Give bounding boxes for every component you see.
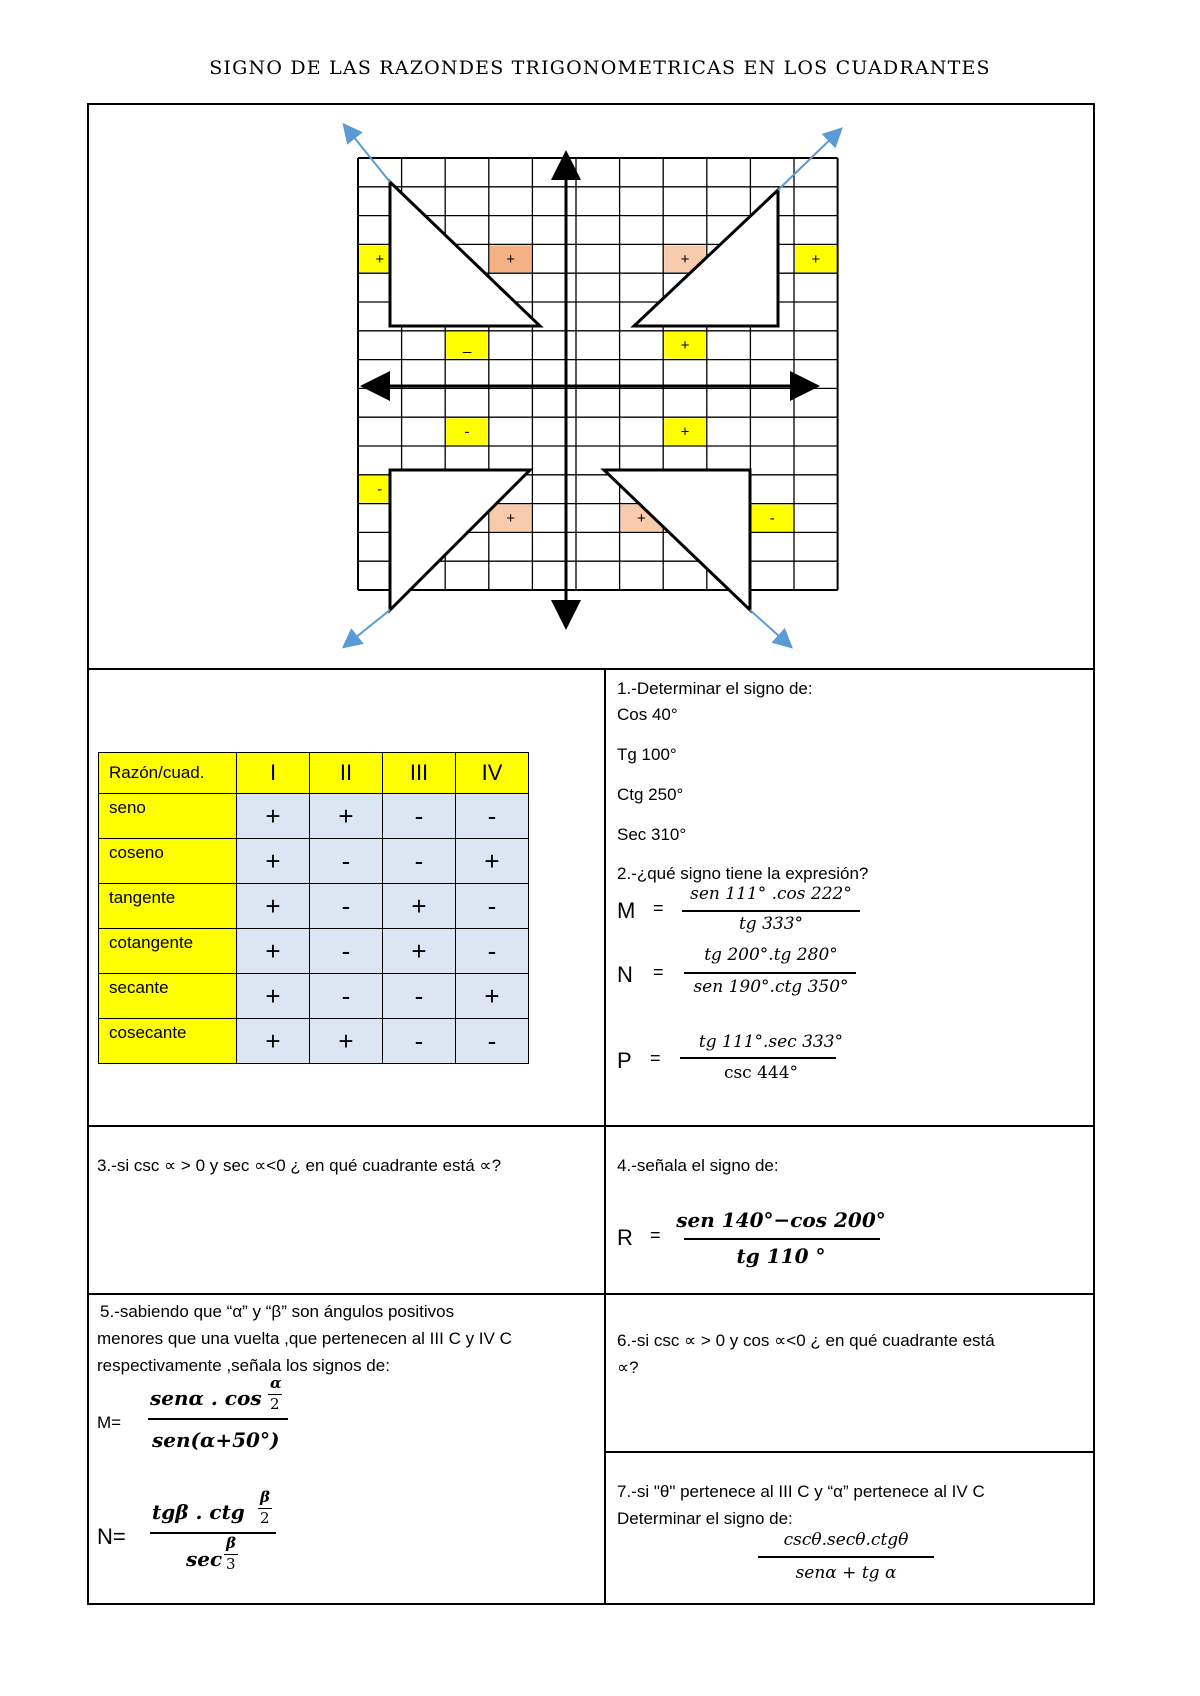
q5-n-den-frac-top: β <box>226 1534 236 1552</box>
sign-cell-label: + <box>506 250 515 268</box>
page-title: SIGNO DE LAS RAZONDES TRIGONOMETRICAS EN LOS CUADRANTES <box>209 57 991 79</box>
sign-cell-label: + <box>811 250 821 268</box>
sign-cell: - <box>383 974 456 1019</box>
sign-cell-label: + <box>506 510 515 527</box>
q7-numerator: cscθ.secθ.ctgθ <box>783 1530 909 1550</box>
table-row <box>99 794 529 839</box>
row-name: cotangente <box>99 929 237 974</box>
sign-cell: - <box>383 839 456 884</box>
q2-n-numerator: tg 200°.tg 280° <box>704 945 838 965</box>
q6-line: 6.-si csc ∝ > 0 y cos ∝<0 ¿ en qué cuadrante está <box>617 1331 995 1350</box>
row-name: tangente <box>99 884 237 929</box>
table-row <box>99 839 529 884</box>
sign-cell: - <box>310 884 383 929</box>
q5-n-numerator: tgβ . ctg <box>152 1500 245 1524</box>
table-header-q3: III <box>383 753 456 794</box>
table-header-q1: I <box>237 753 310 794</box>
sign-cell-label: - <box>464 423 470 441</box>
q5-m-num-frac-bot: 2 <box>270 1395 280 1413</box>
q4-r-fraction-bar <box>684 1238 880 1240</box>
q1-heading: 1.-Determinar el signo de: <box>617 679 813 698</box>
quadrant-diagram <box>0 0 1200 680</box>
q5-m-label: M= <box>97 1413 122 1432</box>
sign-cell-label: + <box>637 510 646 527</box>
q5-m-numerator: senα . cos <box>150 1386 262 1410</box>
q6-line: ∝? <box>617 1358 639 1377</box>
q2-p-denominator: csc 444° <box>723 1063 799 1083</box>
q1-item: Sec 310° <box>617 825 687 844</box>
arrow-q2 <box>345 126 390 182</box>
q2-p-label: P <box>617 1048 632 1073</box>
q2-p-fraction-bar <box>680 1057 836 1059</box>
q5-line: menores que una vuelta ,que pertenecen al III C y IV C <box>97 1329 512 1348</box>
row-name: cosecante <box>99 1019 237 1064</box>
sign-cell: + <box>237 929 310 974</box>
q2-p-numerator: tg 111°.sec 333° <box>698 1032 844 1052</box>
table-row <box>99 929 529 974</box>
sign-cell: - <box>383 1019 456 1064</box>
q4-r-numerator: sen 140°−cos 200° <box>676 1208 886 1232</box>
triangle-q1 <box>634 190 778 326</box>
divider-row2 <box>87 1125 1095 1127</box>
q1-item: Tg 100° <box>617 745 677 764</box>
sign-cell: + <box>310 1019 383 1064</box>
row-name: seno <box>99 794 237 839</box>
q5-line: respectivamente ,señala los signos de: <box>97 1356 390 1375</box>
sign-cell: - <box>310 929 383 974</box>
sign-cell: + <box>237 974 310 1019</box>
q5-n-label: N= <box>97 1524 126 1549</box>
arrow-q1 <box>778 130 840 190</box>
q1-item: Cos 40° <box>617 705 678 724</box>
sign-cell: - <box>310 974 383 1019</box>
q2-n-fraction-bar <box>684 972 856 974</box>
divider-row3 <box>87 1293 1095 1295</box>
sign-cell-label: + <box>680 337 690 355</box>
q5-n-num-frac-top: β <box>260 1488 270 1506</box>
table-header-q2: II <box>310 753 383 794</box>
sign-cell: + <box>237 884 310 929</box>
q5-n-den-frac-bot: 3 <box>226 1555 236 1573</box>
sign-cell: + <box>383 884 456 929</box>
divider-vertical <box>604 668 606 1605</box>
q1-item: Ctg 250° <box>617 785 684 804</box>
sign-cell-label: - <box>769 510 775 527</box>
sign-cell: - <box>456 1019 529 1064</box>
q2-m-fraction-bar <box>682 910 860 912</box>
sign-cell: - <box>310 839 383 884</box>
sign-cell: + <box>456 974 529 1019</box>
sign-cell: - <box>456 929 529 974</box>
q5-n-denominator: sec <box>186 1547 223 1571</box>
sign-cell: + <box>383 929 456 974</box>
q2-n-eq: = <box>653 962 664 982</box>
divider-q6-q7 <box>604 1451 1095 1453</box>
q2-n-label: N <box>617 962 633 987</box>
table-row <box>99 884 529 929</box>
q2-m-label: M <box>617 898 636 923</box>
q7-line: 7.-si "θ" pertenece al III C y “α” pertenece al IV C <box>617 1482 985 1501</box>
sign-cell: - <box>383 794 456 839</box>
sign-table <box>98 752 529 1064</box>
q4-heading: 4.-señala el signo de: <box>617 1156 779 1175</box>
sign-cell: + <box>237 1019 310 1064</box>
q2-m-numerator: sen 111° .cos 222° <box>690 884 852 904</box>
q5-n-fraction-bar <box>150 1532 276 1534</box>
q5-m-denominator: sen(α+50°) <box>152 1428 280 1452</box>
sign-cell: + <box>456 839 529 884</box>
sign-cell: - <box>456 794 529 839</box>
sign-cell-label: + <box>680 250 690 268</box>
q7-line: Determinar el signo de: <box>617 1509 793 1528</box>
q5-n-num-frac-bot: 2 <box>260 1509 270 1527</box>
q3-text: 3.-si csc ∝ > 0 y sec ∝<0 ¿ en qué cuadrante está ∝? <box>97 1156 502 1175</box>
row-name: coseno <box>99 839 237 884</box>
q2-n-denominator: sen 190°.ctg 350° <box>693 977 849 997</box>
q5-line: 5.-sabiendo que “α” y “β” son ángulos positivos <box>100 1302 455 1321</box>
q2-p-eq: = <box>650 1048 661 1068</box>
sign-cell-label: - <box>377 481 383 499</box>
sign-cell: + <box>237 839 310 884</box>
q4-r-denominator: tg 110 ° <box>736 1244 826 1268</box>
arrow-q3 <box>345 610 390 646</box>
table-header-q4: IV <box>456 753 529 794</box>
q7-denominator: senα + tg α <box>795 1563 897 1583</box>
sign-cell: + <box>237 794 310 839</box>
q2-heading: 2.-¿qué signo tiene la expresión? <box>617 864 869 883</box>
sign-cell-label: + <box>375 250 385 268</box>
arrow-q4 <box>750 610 790 646</box>
sign-cell-label: + <box>680 423 690 441</box>
q2-m-eq: = <box>653 898 664 918</box>
q7-fraction-bar <box>758 1556 934 1558</box>
q4-r-eq: = <box>650 1225 661 1245</box>
q2-m-denominator: tg 333° <box>738 914 804 934</box>
q5-m-num-frac-top: α <box>270 1374 282 1392</box>
sign-cell-label: _ <box>462 337 472 355</box>
sign-cell: + <box>310 794 383 839</box>
table-header-ratio: Razón/cuad. <box>99 753 237 794</box>
table-row <box>99 974 529 1019</box>
row-name: secante <box>99 974 237 1019</box>
q4-r-label: R <box>617 1225 633 1250</box>
sign-cell: - <box>456 884 529 929</box>
table-row <box>99 1019 529 1064</box>
q5-m-fraction-bar <box>148 1418 288 1420</box>
